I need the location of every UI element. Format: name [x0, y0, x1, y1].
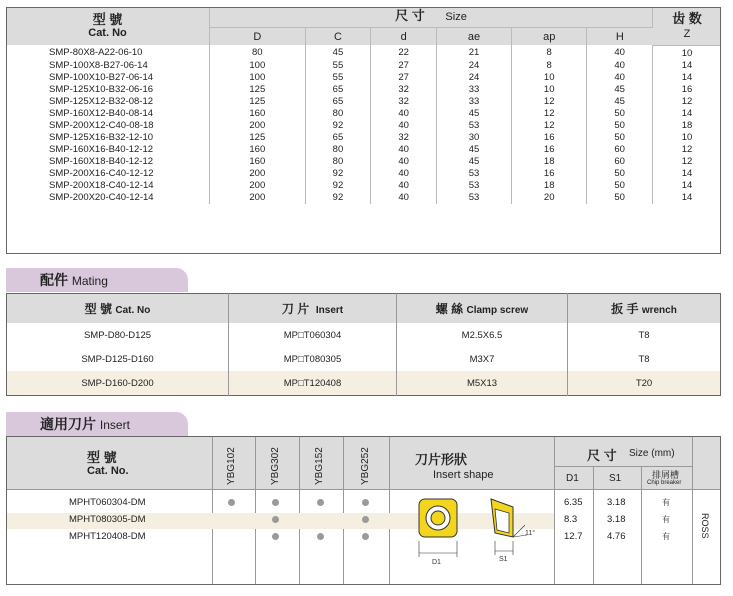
value-cell: 14: [681, 167, 693, 179]
value-cell: 60: [587, 156, 653, 168]
d1-dim-label: D1: [432, 559, 441, 566]
value-cell: 40: [371, 168, 437, 180]
insert-side-view: [491, 499, 535, 563]
s1-header: S1: [609, 473, 622, 484]
value-cell: 27: [371, 72, 437, 84]
value-cell: 40: [587, 72, 653, 84]
model-header-cn: 型 號: [92, 12, 123, 27]
insert-d1-cell: 8.3: [564, 514, 578, 525]
value-cell: 53: [436, 168, 511, 180]
value-cell: 92: [305, 180, 371, 192]
mating-insert-cell: MP□T080305: [229, 347, 397, 371]
grid-line: [593, 466, 594, 584]
mating-model-cell: SMP-D160-D200: [7, 371, 229, 396]
table-row: [6, 156, 721, 168]
value-cell: 40: [371, 144, 437, 156]
cat-no-cell: SMP-160X18-B40-12-12: [6, 156, 210, 168]
teeth-header-en: Z: [683, 27, 691, 40]
value-cell: 16: [512, 132, 587, 144]
size-table: [6, 7, 721, 204]
table-row: [7, 371, 721, 396]
mating-header-row: [7, 294, 721, 324]
size-header-cn: 尺 寸: [395, 8, 425, 23]
cat-no-cell: SMP-80X8-A22-06-10: [6, 45, 210, 60]
value-cell: 14: [681, 59, 693, 71]
insert-hole-inner: [431, 511, 445, 525]
insert-title-cn: 適用刀片: [40, 416, 96, 432]
value-cell: 45: [436, 156, 511, 168]
value-cell: 200: [210, 168, 306, 180]
grid-line: [389, 437, 390, 584]
cat-no-cell: SMP-125X12-B32-08-12: [6, 96, 210, 108]
value-cell: 14: [681, 179, 693, 191]
grid-line: [343, 437, 344, 584]
value-cell: 14: [681, 107, 693, 119]
cat-no-cell: SMP-125X10-B32-06-16: [6, 84, 210, 96]
grade-available-dot: [272, 499, 279, 506]
insert-shape-header-cn: 刀片形狀: [415, 452, 468, 467]
value-cell: 14: [681, 191, 693, 203]
value-cell: 160: [210, 144, 306, 156]
d1-header: D1: [566, 473, 579, 484]
value-cell: 45: [436, 144, 511, 156]
grade-available-dot: [362, 533, 369, 540]
mating-section-title: [6, 268, 188, 292]
value-cell: 55: [305, 72, 371, 84]
value-cell: 80: [305, 156, 371, 168]
mating-model-header-en: Cat. No: [115, 305, 151, 316]
size-col-header: C: [305, 28, 371, 46]
value-cell: 20: [512, 192, 587, 204]
mating-insert-header-en: Insert: [315, 305, 344, 316]
insert-size-header-en: [629, 448, 675, 459]
cat-no-cell: SMP-100X8-B27-06-14: [6, 60, 210, 72]
grid-line: [554, 437, 555, 584]
value-cell: 8: [512, 60, 587, 72]
size-col-header: ae: [436, 28, 511, 46]
value-cell: 16: [681, 83, 693, 95]
value-cell: 27: [371, 60, 437, 72]
value-cell: 53: [436, 180, 511, 192]
table-row: [7, 323, 721, 347]
table-row: [6, 168, 721, 180]
insert-model-cell: MPHT060304-DM: [69, 497, 146, 508]
value-cell: 50: [587, 180, 653, 192]
value-cell: 53: [436, 192, 511, 204]
value-cell: 92: [305, 120, 371, 132]
table-row: [6, 84, 721, 96]
table-row: [6, 108, 721, 120]
mating-title-en: Mating: [71, 274, 108, 288]
insert-d1-cell: 6.35: [564, 497, 583, 508]
value-cell: 50: [587, 132, 653, 144]
chip-breaker-header-en: Chip breaker: [647, 480, 682, 486]
cat-no-cell: SMP-100X10-B27-06-14: [6, 72, 210, 84]
mating-model-cell: SMP-D80-D125: [7, 323, 229, 347]
insert-side-hole: [495, 509, 509, 533]
table-row: [6, 180, 721, 192]
insert-section-title: [6, 412, 188, 436]
mating-screw-header: [397, 294, 568, 324]
teeth-header: [653, 7, 722, 45]
value-cell: 40: [371, 180, 437, 192]
insert-chip-cell: 有: [662, 498, 670, 507]
table-row: [6, 132, 721, 144]
mating-model-header: [7, 294, 229, 324]
size-table-header-row-1: [6, 7, 721, 28]
size-header-en: Size: [445, 11, 467, 23]
table-row: [6, 60, 721, 72]
value-cell: 200: [210, 120, 306, 132]
value-cell: 45: [436, 108, 511, 120]
mating-wrench-header: [568, 294, 721, 324]
value-cell: 22: [371, 45, 437, 60]
value-cell: 33: [436, 96, 511, 108]
mating-insert-cell: MP□T120408: [229, 371, 397, 396]
value-cell: 100: [210, 60, 306, 72]
value-cell: 12: [512, 96, 587, 108]
value-cell: 92: [305, 192, 371, 204]
s1-dim-label: S1: [499, 556, 508, 563]
table-row: [6, 45, 721, 60]
grade-header-ybg152: YBG152: [314, 447, 325, 485]
value-cell: 80: [210, 45, 306, 60]
value-cell: 18: [512, 156, 587, 168]
value-cell: 160: [210, 156, 306, 168]
insert-size-unit: (mm): [651, 448, 675, 459]
value-cell: 12: [681, 155, 693, 167]
mating-title-cn: 配件: [40, 272, 68, 288]
value-cell: 12: [681, 143, 693, 155]
value-cell: 33: [436, 84, 511, 96]
value-cell: 14: [681, 71, 693, 83]
insert-chip-cell: 有: [662, 515, 670, 524]
insert-s1-cell: 3.18: [607, 497, 626, 508]
mating-wrench-header-en: wrench: [641, 305, 677, 316]
mating-table: [6, 293, 721, 396]
insert-top-view: [419, 499, 457, 566]
size-col-header: H: [615, 30, 624, 43]
mating-screw-cell: M5X13: [397, 371, 568, 396]
value-cell: 80: [305, 108, 371, 120]
value-cell: 125: [210, 96, 306, 108]
value-cell: 16: [512, 144, 587, 156]
mating-wrench-cell: T8: [638, 353, 650, 365]
value-cell: 125: [210, 84, 306, 96]
mating-model-header-cn: 型 號: [84, 302, 112, 316]
model-header: [6, 7, 210, 45]
insert-model-cell: MPHT080305-DM: [69, 514, 146, 525]
mating-screw-header-en: Clamp screw: [466, 305, 529, 316]
grid-line: [212, 437, 213, 584]
table-row: [6, 72, 721, 84]
size-col-header: ap: [512, 28, 587, 46]
table-row: [7, 347, 721, 371]
value-cell: 32: [371, 84, 437, 96]
value-cell: 160: [210, 108, 306, 120]
value-cell: 55: [305, 60, 371, 72]
value-cell: 50: [587, 192, 653, 204]
mating-insert-cell: MP□T060304: [229, 323, 397, 347]
grade-available-dot: [362, 516, 369, 523]
value-cell: 65: [305, 96, 371, 108]
insert-shape-drawing: [405, 495, 553, 577]
value-cell: 10: [512, 84, 587, 96]
insert-size-en: Size: [629, 448, 649, 459]
insert-table: [6, 436, 721, 585]
grid-line: [299, 437, 300, 584]
mating-wrench-header-cn: 扳 手: [611, 302, 639, 316]
value-cell: 40: [587, 45, 653, 60]
mating-screw-header-cn: 螺 絲: [435, 302, 464, 316]
value-cell: 12: [681, 95, 693, 107]
teeth-header-cn: 齿 数: [672, 10, 702, 26]
value-cell: 125: [210, 132, 306, 144]
grade-available-dot: [272, 516, 279, 523]
table-row: [6, 192, 721, 204]
value-cell: 21: [436, 45, 511, 60]
value-cell: 50: [587, 108, 653, 120]
mating-insert-header: [229, 294, 397, 324]
value-cell: 10: [681, 47, 693, 59]
mating-wrench-cell: T8: [638, 329, 650, 341]
grade-available-dot: [317, 499, 324, 506]
table-row: [6, 96, 721, 108]
insert-model-cell: MPHT120408-DM: [69, 531, 146, 542]
value-cell: 100: [210, 72, 306, 84]
cat-no-cell: SMP-160X12-B40-08-14: [6, 108, 210, 120]
grade-header-ybg102: YBG102: [226, 447, 237, 485]
grade-header-ybg252: YBG252: [360, 447, 371, 485]
grade-available-dot: [272, 533, 279, 540]
value-cell: 50: [587, 168, 653, 180]
grade-header-ybg302: YBG302: [270, 447, 281, 485]
value-cell: 65: [305, 84, 371, 96]
grid-line: [7, 489, 720, 490]
value-cell: 92: [305, 168, 371, 180]
value-cell: 18: [512, 180, 587, 192]
grade-available-dot: [228, 499, 235, 506]
mating-table-body: [7, 323, 721, 396]
value-cell: 53: [436, 120, 511, 132]
value-cell: 12: [512, 108, 587, 120]
insert-size-header-cn: 尺 寸: [587, 448, 617, 463]
value-cell: 40: [587, 60, 653, 72]
grid-line: [255, 437, 256, 584]
value-cell: 32: [371, 132, 437, 144]
cat-no-cell: SMP-200X18-C40-12-14: [6, 180, 210, 192]
size-table-body: [6, 45, 721, 204]
insert-model-header-cn: 型 號: [87, 450, 117, 465]
value-cell: 65: [305, 132, 371, 144]
size-col-header: d: [371, 28, 437, 46]
value-cell: 45: [305, 45, 371, 60]
value-cell: 200: [210, 180, 306, 192]
mating-screw-cell: M2.5X6.5: [397, 323, 568, 347]
value-cell: 40: [371, 192, 437, 204]
cat-no-cell: SMP-125X16-B32-12-10: [6, 132, 210, 144]
mating-screw-cell: M3X7: [397, 347, 568, 371]
value-cell: 50: [587, 120, 653, 132]
grid-line: [692, 437, 693, 584]
cat-no-cell: SMP-200X16-C40-12-12: [6, 168, 210, 180]
value-cell: 18: [681, 119, 693, 131]
value-cell: 40: [371, 120, 437, 132]
value-cell: 200: [210, 192, 306, 204]
angle-label: 11°: [525, 530, 536, 537]
insert-model-header-en: Cat. No.: [87, 465, 129, 477]
grid-line: [554, 466, 692, 467]
cat-no-cell: SMP-200X20-C40-12-14: [6, 192, 210, 204]
table-row: [6, 120, 721, 132]
value-cell: 12: [512, 120, 587, 132]
value-cell: 24: [436, 60, 511, 72]
insert-shape-header-en: Insert shape: [433, 469, 494, 481]
value-cell: 45: [587, 96, 653, 108]
value-cell: 32: [371, 96, 437, 108]
grid-line: [641, 466, 642, 584]
size-col-header: D: [210, 28, 306, 46]
value-cell: 60: [587, 144, 653, 156]
side-label: ROSS: [700, 513, 710, 539]
chip-breaker-header-cn: 排屑槽: [652, 470, 680, 480]
value-cell: 40: [371, 108, 437, 120]
value-cell: 45: [587, 84, 653, 96]
value-cell: 24: [436, 72, 511, 84]
grade-available-dot: [362, 499, 369, 506]
catno-header: Cat. No: [88, 27, 127, 39]
table-row: [6, 144, 721, 156]
value-cell: 16: [512, 168, 587, 180]
insert-s1-cell: 3.18: [607, 514, 626, 525]
insert-chip-cell: 有: [662, 532, 670, 541]
cat-no-cell: SMP-200X12-C40-08-18: [6, 120, 210, 132]
value-cell: 10: [512, 72, 587, 84]
value-cell: 10: [681, 131, 693, 143]
value-cell: 30: [436, 132, 511, 144]
mating-model-cell: SMP-D125-D160: [7, 347, 229, 371]
grade-available-dot: [317, 533, 324, 540]
mating-wrench-cell: T20: [568, 371, 721, 396]
cat-no-cell: SMP-160X16-B40-12-12: [6, 144, 210, 156]
value-cell: 8: [512, 45, 587, 60]
insert-title-en: Insert: [99, 418, 130, 432]
insert-d1-cell: 12.7: [564, 531, 583, 542]
size-header: [210, 7, 653, 28]
insert-s1-cell: 4.76: [607, 531, 626, 542]
value-cell: 80: [305, 144, 371, 156]
mating-insert-header-cn: 刀 片: [281, 302, 310, 316]
value-cell: 40: [371, 156, 437, 168]
angle-line: [513, 525, 525, 537]
